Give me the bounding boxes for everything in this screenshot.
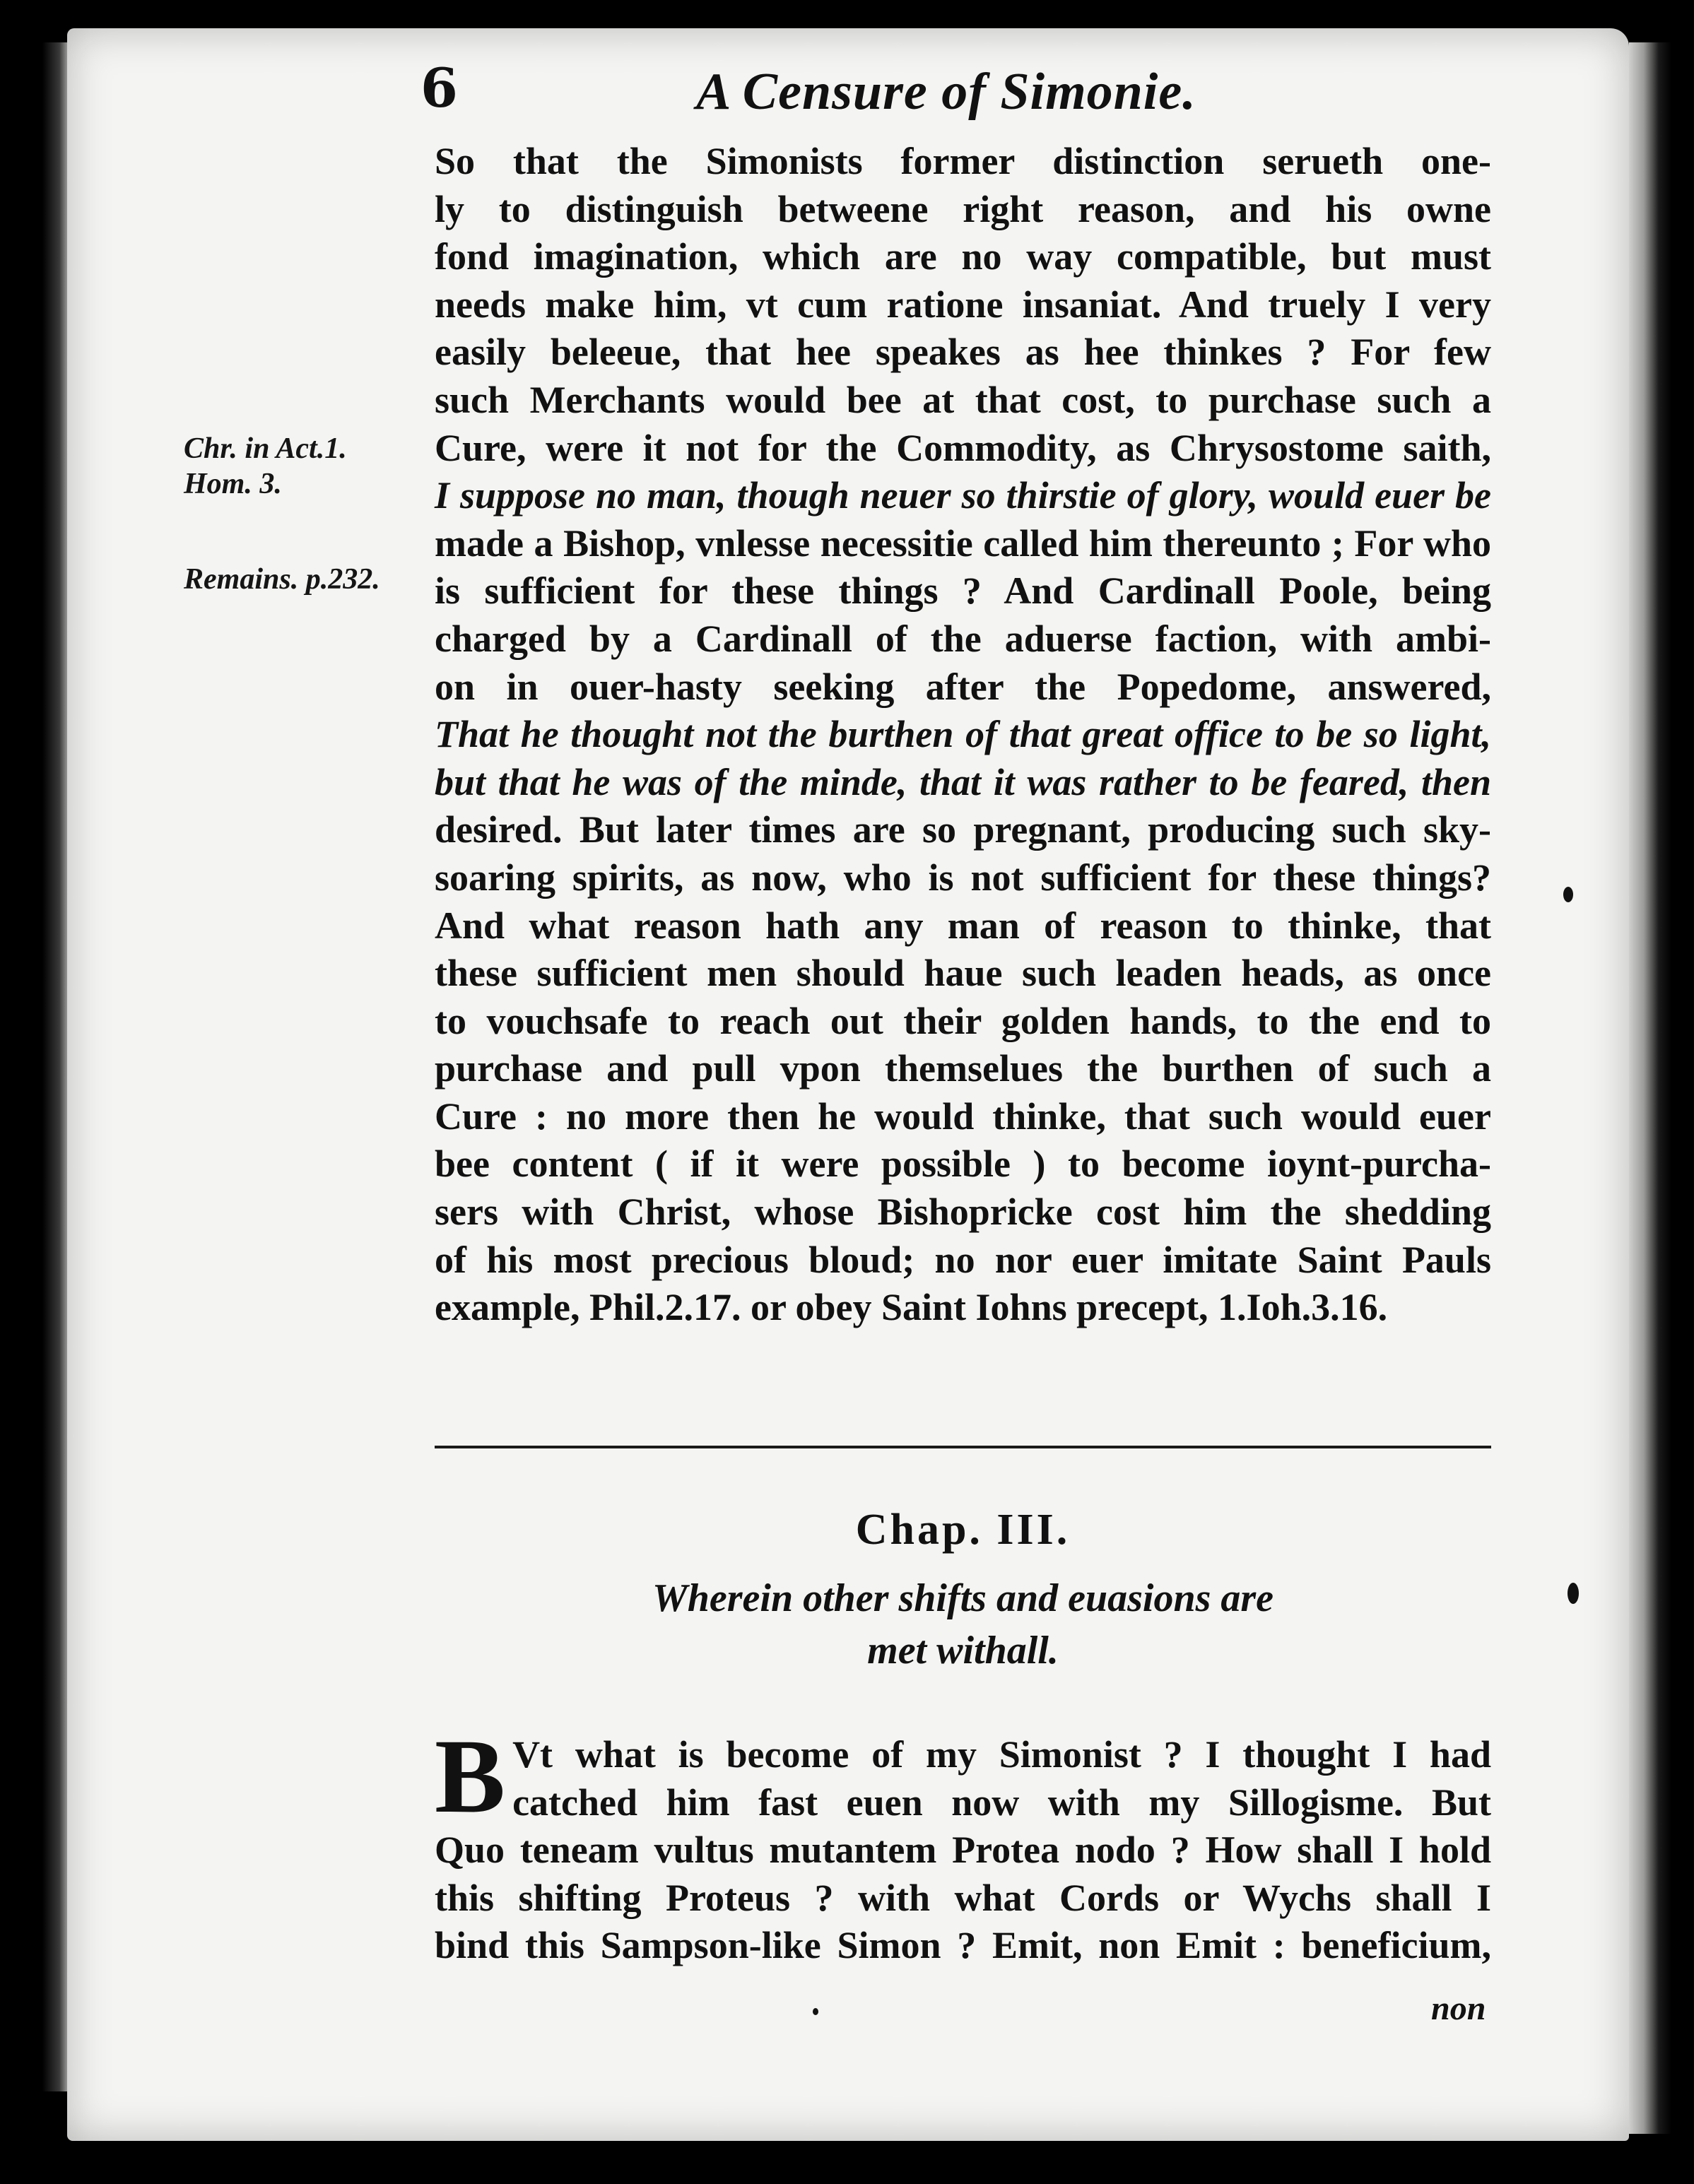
text-line: such Merchants would bee at that cost, to purchase such a bbox=[435, 378, 1491, 421]
margin-note: Hom. 3. bbox=[184, 468, 282, 500]
text-line: on in ouer-hasty seeking after the Popedome, answered, bbox=[435, 665, 1491, 708]
text-line: bind this Sampson-like Simon ? Emit, non Emit : beneficium, bbox=[435, 1924, 1491, 1967]
ink-speck bbox=[1563, 887, 1573, 902]
text-line: Quo teneam vultus mutantem Protea nodo ? How shall I hold bbox=[435, 1829, 1491, 1872]
section-rule bbox=[435, 1446, 1491, 1448]
text-line: example, Phil.2.17. or obey Saint Iohns precept, 1.Ioh.3.16. bbox=[435, 1286, 1388, 1329]
text-line: desired. But later times are so pregnant, producing such sky- bbox=[435, 808, 1491, 851]
text-line: Cure, were it not for the Commodity, as Chrysostome saith, bbox=[435, 426, 1491, 469]
chapter-body bbox=[435, 1718, 1491, 1970]
book-gutter-shadow bbox=[42, 42, 71, 2091]
text-line: but that he was of the minde, that it was rather to be feared, then bbox=[435, 760, 1491, 803]
margin-notes bbox=[184, 431, 424, 597]
chapter-subtitle bbox=[435, 1572, 1491, 1677]
text-line: soaring spirits, as now, who is not sufficient for these things? bbox=[435, 856, 1491, 899]
body-text bbox=[435, 138, 1491, 1332]
text-line: these sufficient men should haue such leaden heads, as once bbox=[435, 952, 1491, 995]
page-edge-shadow bbox=[1629, 42, 1671, 2134]
text-line: to vouchsafe to reach out their golden hands, to the end to bbox=[435, 999, 1491, 1042]
text-line: So that the Simonists former distinction serueth one- bbox=[435, 140, 1491, 182]
ink-speck bbox=[813, 2008, 818, 2015]
text-line: fond imagination, which are no way compatible, but must bbox=[435, 235, 1491, 278]
page-header bbox=[420, 49, 1523, 134]
text-line: easily beleeue, that hee speakes as hee thinkes ? For few bbox=[435, 331, 1491, 374]
text-line: That he thought not the burthen of that great office to be so light, bbox=[435, 713, 1491, 756]
text-line: I suppose no man, though neuer so thirstie of glory, would euer be bbox=[435, 474, 1491, 517]
text-line: made a Bishop, vnlesse necessitie called him thereunto ; For who bbox=[435, 521, 1491, 565]
text-line: catched him fast euen now with my Sillogisme. But bbox=[512, 1781, 1491, 1824]
text-line: needs make him, vt cum ratione insaniat. And truely I very bbox=[435, 283, 1491, 326]
text-line: ly to distinguish betweene right reason, and his owne bbox=[435, 187, 1491, 230]
text-line: this shifting Proteus ? with what Cords or Wychs shall I bbox=[435, 1876, 1491, 1919]
chapter-subtitle-line: Wherein other shifts and euasions are bbox=[652, 1576, 1274, 1620]
text-line: bee content ( if it were possible ) to become ioynt-purcha- bbox=[435, 1143, 1491, 1186]
chapter-heading: Chap. III. bbox=[855, 1506, 1071, 1554]
page-number: 6 bbox=[420, 57, 458, 119]
text-line: And what reason hath any man of reason to thinke, that bbox=[435, 904, 1491, 947]
text-line: Vt what is become of my Simonist ? I thought I had bbox=[512, 1733, 1491, 1776]
margin-note: Chr. in Act.1. bbox=[184, 432, 347, 465]
text-line: of his most precious bloud; no nor euer imitate Saint Pauls bbox=[435, 1238, 1491, 1281]
text-line: charged by a Cardinall of the aduerse faction, with ambi- bbox=[435, 617, 1491, 660]
running-title: A Censure of Simonie. bbox=[696, 63, 1196, 121]
drop-cap: B bbox=[435, 1718, 506, 1835]
text-line: Cure : no more then he would thinke, that such would euer bbox=[435, 1094, 1491, 1138]
margin-note: Remains. p.232. bbox=[184, 563, 380, 596]
catchword: non bbox=[1431, 1990, 1486, 2027]
text-line: sers with Christ, whose Bishopricke cost him the shedding bbox=[435, 1191, 1491, 1234]
text-line: is sufficient for these things ? And Cardinall Poole, being bbox=[435, 569, 1491, 613]
text-line: purchase and pull vpon themselues the burthen of such a bbox=[435, 1047, 1491, 1090]
ink-speck bbox=[1567, 1583, 1579, 1604]
chapter-subtitle-line: met withall. bbox=[867, 1629, 1059, 1672]
